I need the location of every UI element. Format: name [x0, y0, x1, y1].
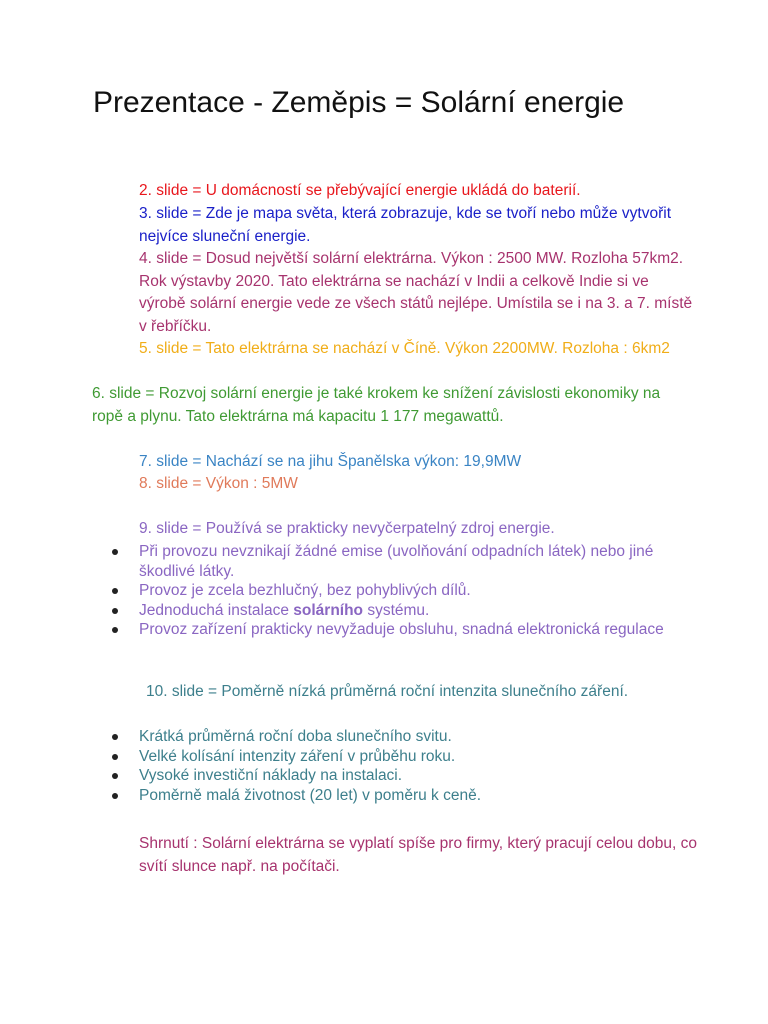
slide-9-note: 9. slide = Používá se prakticky nevyčerpatelný zdroj energie.: [139, 520, 555, 537]
list-item-text-before: Jednoduchá instalace: [139, 601, 294, 619]
list-item: [111, 601, 671, 621]
list-item-text: Poměrně malá životnost (20 let) v poměru k ceně.: [139, 786, 482, 804]
bullet-icon: [112, 588, 118, 594]
bullet-icon: [112, 608, 118, 614]
list-item-text: Krátká průměrná roční doba slunečního svitu.: [139, 728, 452, 745]
bullet-icon: [112, 627, 118, 633]
list-item: [111, 727, 671, 747]
list-item: [111, 620, 671, 640]
list-item-text: Provoz zařízení prakticky nevyžaduje obsluhu, snadná elektronická regulace: [139, 621, 664, 638]
bullet-icon: [112, 754, 118, 760]
list-item-text-after: systému.: [363, 601, 430, 619]
bullet-icon: [112, 549, 118, 555]
bold-word: solárního: [293, 601, 364, 619]
list-item-text: Vysoké investiční náklady na instalaci.: [139, 767, 403, 784]
list-item: [111, 542, 671, 581]
list-item-text: Velké kolísání intenzity záření v průběhu roku.: [139, 747, 456, 765]
slide-5-note: 5. slide = Tato elektrárna se nachází v Číně. Výkon 2200MW. Rozloha : 6km2: [139, 340, 670, 357]
slide-3-note: 3. slide = Zde je mapa světa, která zobrazuje, kde se tvoří nebo může vytvořit nejvíce sluneční energie.: [139, 205, 671, 245]
slide-10-bullet-list: [111, 727, 671, 805]
slide-2-note: 2. slide = U domácností se přebývající energie ukládá do baterií.: [139, 182, 581, 199]
page-title: Prezentace - Zeměpis = Solární energie: [93, 86, 625, 119]
slide-6-note: 6. slide = Rozvoj solární energie je také krokem ke snížení závislosti ekonomiky na ropě a plynu. Tato elektrárna má kapacitu 1 177 megawattů.: [92, 385, 661, 425]
summary-note: Shrnutí : Solární elektrárna se vyplatí spíše pro firmy, který pracují celou dobu, co svítí slunce např. na počítači.: [139, 835, 697, 875]
slide-7-note: 7. slide = Nachází se na jihu Španělska výkon: 19,9MW: [139, 453, 522, 470]
list-item-text: Při provozu nevznikají žádné emise (uvolňování odpadních látek) nebo jiné škodlivé látky.: [139, 543, 654, 580]
slide-10-note: 10. slide = Poměrně nízká průměrná roční intenzita slunečního záření.: [146, 683, 629, 700]
list-item: [111, 786, 671, 806]
slide-9-bullet-list: [111, 542, 671, 640]
bullet-icon: [112, 773, 118, 779]
list-item: [111, 581, 671, 601]
slide-4-note: 4. slide = Dosud největší solární elektrárna. Výkon : 2500 MW. Rozloha 57km2. Rok výstavby 2020. Tato elektrárna se nachází v Indii a celkově Indie si ve výrobě solární energie vede ze všech států nejlépe. Umístila se i na 3. a 7. místě v řebříčku.: [139, 250, 693, 335]
slide-8-note: 8. slide = Výkon : 5MW: [139, 475, 298, 492]
list-item: [111, 747, 671, 767]
bullet-icon: [112, 793, 118, 799]
list-item: [111, 766, 671, 786]
list-item-text: Provoz je zcela bezhlučný, bez pohyblivých dílů.: [139, 582, 471, 599]
bullet-icon: [112, 734, 118, 740]
